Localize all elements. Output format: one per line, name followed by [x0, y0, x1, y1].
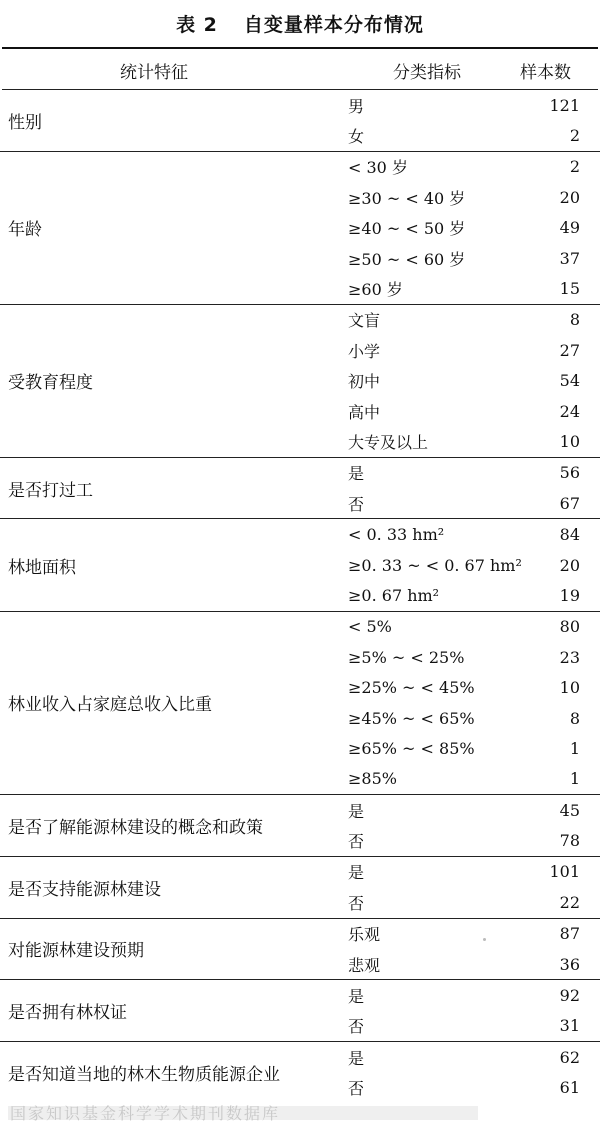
count-cell: 78 — [559, 831, 580, 851]
category-cell: 小学 — [348, 341, 381, 361]
table-group — [0, 305, 600, 458]
count-cell: 121 — [549, 95, 580, 115]
category-cell: 否 — [348, 1079, 365, 1099]
table-group — [0, 857, 600, 919]
count-cell: 80 — [559, 617, 580, 637]
count-cell: 22 — [559, 892, 580, 912]
category-cell: 是 — [348, 1048, 365, 1068]
feature-label: 是否知道当地的林木生物质能源企业 — [8, 1065, 280, 1085]
count-cell: 92 — [559, 986, 580, 1006]
count-cell: 10 — [559, 678, 580, 698]
header-count: 样本数 — [520, 63, 571, 83]
count-cell: 37 — [559, 248, 580, 268]
category-cell: 女 — [348, 127, 365, 147]
table-row — [0, 825, 600, 855]
category-cell: 男 — [348, 96, 365, 116]
table-row — [0, 887, 600, 917]
table-row — [0, 120, 600, 150]
category-cell: 大专及以上 — [348, 432, 429, 452]
feature-label: 林业收入占家庭总收入比重 — [8, 695, 212, 716]
table-group — [0, 519, 600, 611]
table-row — [0, 1073, 600, 1103]
count-cell: 20 — [559, 555, 580, 575]
category-cell: 否 — [348, 893, 365, 913]
feature-label: 是否打过工 — [8, 480, 93, 501]
feature-label: 对能源林建设预期 — [8, 941, 144, 962]
table-row — [0, 305, 600, 335]
table-row — [0, 1011, 600, 1041]
header-category: 分类指标 — [393, 63, 461, 83]
category-cell: 是 — [348, 464, 365, 484]
category-cell: 文盲 — [348, 311, 381, 331]
category-cell: 悲观 — [348, 955, 381, 975]
count-cell: 67 — [559, 493, 580, 513]
count-cell: 84 — [559, 525, 580, 545]
feature-label: 是否了解能源林建设的概念和政策 — [8, 817, 263, 838]
count-cell: 8 — [569, 708, 580, 728]
table-row — [0, 519, 600, 549]
feature-label: 性别 — [8, 112, 42, 133]
top-rule — [2, 47, 598, 49]
table-body — [0, 90, 600, 1103]
category-cell: ≥45% ~ < 65% — [348, 708, 475, 728]
count-cell: 27 — [559, 340, 580, 360]
table-row — [0, 550, 600, 580]
category-cell: ≥25% ~ < 45% — [348, 678, 475, 698]
table-group — [0, 458, 600, 520]
table-row — [0, 213, 600, 243]
table-row — [0, 90, 600, 120]
speck — [483, 938, 486, 941]
table-row — [0, 703, 600, 733]
table-row — [0, 580, 600, 610]
table-row — [0, 488, 600, 518]
count-cell: 61 — [559, 1078, 580, 1098]
table-row — [0, 335, 600, 365]
table-row — [0, 396, 600, 426]
count-cell: 62 — [559, 1047, 580, 1067]
category-cell: < 30 岁 — [348, 158, 408, 178]
table-number: 表 2 — [176, 14, 218, 36]
count-cell: 45 — [559, 800, 580, 820]
header-feature: 统计特征 — [120, 63, 188, 83]
count-cell: 1 — [569, 769, 580, 789]
table-row — [0, 672, 600, 702]
category-cell: 否 — [348, 494, 365, 514]
table-row — [0, 182, 600, 212]
table-title — [0, 10, 600, 37]
count-cell: 49 — [559, 218, 580, 238]
count-cell: 56 — [559, 463, 580, 483]
footer-watermark: 国家知识基金科学学术期刊数据库 — [10, 1104, 281, 1123]
table-row — [0, 980, 600, 1010]
count-cell: 54 — [559, 371, 580, 391]
feature-label: 林地面积 — [8, 557, 76, 578]
count-cell: 101 — [549, 862, 580, 882]
category-cell: 乐观 — [348, 925, 381, 945]
category-cell: ≥60 岁 — [348, 280, 403, 300]
category-cell: ≥5% ~ < 25% — [348, 647, 465, 667]
table-row — [0, 857, 600, 887]
table-row — [0, 764, 600, 794]
table-group — [0, 90, 600, 152]
table-row — [0, 612, 600, 642]
table-row — [0, 273, 600, 303]
category-cell: < 0. 33 hm² — [348, 525, 445, 545]
feature-label: 是否拥有林权证 — [8, 1003, 127, 1024]
table-row — [0, 949, 600, 979]
table-group — [0, 152, 600, 305]
table-row — [0, 366, 600, 396]
count-cell: 1 — [569, 738, 580, 758]
table-caption: 自变量样本分布情况 — [243, 14, 424, 36]
table-row — [0, 1042, 600, 1072]
count-cell: 24 — [559, 401, 580, 421]
count-cell: 20 — [559, 187, 580, 207]
category-cell: 高中 — [348, 402, 381, 422]
table-group — [0, 919, 600, 981]
category-cell: 是 — [348, 801, 365, 821]
count-cell: 2 — [569, 157, 580, 177]
category-cell: ≥30 ~ < 40 岁 — [348, 188, 466, 208]
table-row — [0, 152, 600, 182]
category-cell: ≥0. 33 ~ < 0. 67 hm² — [348, 555, 522, 575]
category-cell: 初中 — [348, 372, 381, 392]
count-cell: 23 — [559, 647, 580, 667]
category-cell: ≥50 ~ < 60 岁 — [348, 249, 466, 269]
table-group — [0, 612, 600, 795]
category-cell: 是 — [348, 863, 365, 883]
count-cell: 10 — [559, 431, 580, 451]
category-cell: 否 — [348, 832, 365, 852]
table-group — [0, 1042, 600, 1103]
table-row — [0, 243, 600, 273]
table-row — [0, 642, 600, 672]
table-group — [0, 980, 600, 1042]
count-cell: 19 — [559, 585, 580, 605]
count-cell: 15 — [559, 279, 580, 299]
count-cell: 36 — [559, 954, 580, 974]
category-cell: 否 — [348, 1017, 365, 1037]
feature-label: 是否支持能源林建设 — [8, 879, 161, 900]
table-row — [0, 733, 600, 763]
feature-label: 受教育程度 — [8, 373, 93, 394]
count-cell: 8 — [569, 310, 580, 330]
category-cell: < 5% — [348, 617, 392, 637]
category-cell: ≥85% — [348, 769, 397, 789]
count-cell: 87 — [559, 924, 580, 944]
table-row — [0, 458, 600, 488]
table-row — [0, 919, 600, 949]
count-cell: 31 — [559, 1016, 580, 1036]
feature-label: 年龄 — [8, 220, 42, 241]
category-cell: ≥40 ~ < 50 岁 — [348, 219, 466, 239]
category-cell: ≥65% ~ < 85% — [348, 738, 475, 758]
table-group — [0, 795, 600, 857]
count-cell: 2 — [569, 126, 580, 146]
table-row — [0, 795, 600, 825]
table-row — [0, 426, 600, 456]
category-cell: 是 — [348, 987, 365, 1007]
category-cell: ≥0. 67 hm² — [348, 585, 440, 605]
